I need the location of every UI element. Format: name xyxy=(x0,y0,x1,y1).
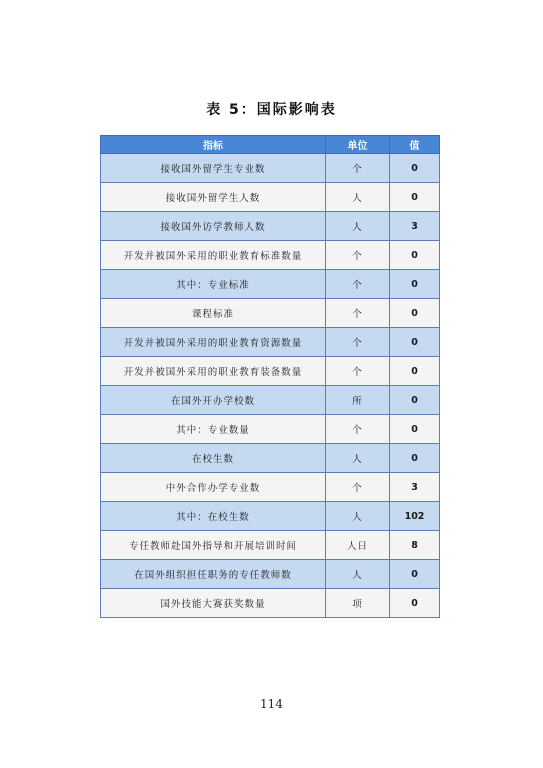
unit-cell: 人 xyxy=(326,212,390,241)
unit-cell: 个 xyxy=(326,357,390,386)
value-cell: 0 xyxy=(390,299,440,328)
value-cell: 0 xyxy=(390,328,440,357)
indicator-cell: 其中：在校生数 xyxy=(101,502,326,531)
unit-cell: 个 xyxy=(326,270,390,299)
indicator-cell: 中外合作办学专业数 xyxy=(101,473,326,502)
table-title: 表 5：国际影响表 xyxy=(206,102,337,118)
indicator-cell: 其中：专业标准 xyxy=(101,270,326,299)
indicator-cell: 其中：专业数量 xyxy=(101,415,326,444)
indicator-cell: 在校生数 xyxy=(101,444,326,473)
table-row xyxy=(101,415,440,444)
table-row xyxy=(101,502,440,531)
indicator-cell: 专任教师赴国外指导和开展培训时间 xyxy=(101,531,326,560)
table-row xyxy=(101,183,440,212)
unit-cell: 人 xyxy=(326,444,390,473)
value-cell: 0 xyxy=(390,415,440,444)
indicator-cell: 开发并被国外采用的职业教育装备数量 xyxy=(101,357,326,386)
unit-cell: 个 xyxy=(326,299,390,328)
table-row xyxy=(101,241,440,270)
table-row xyxy=(101,589,440,618)
unit-cell: 人 xyxy=(326,183,390,212)
table-row xyxy=(101,473,440,502)
indicator-cell: 接收国外留学生人数 xyxy=(101,183,326,212)
indicator-cell: 在国外开办学校数 xyxy=(101,386,326,415)
header-value: 值 xyxy=(390,136,440,154)
value-cell: 0 xyxy=(390,444,440,473)
unit-cell: 所 xyxy=(326,386,390,415)
value-cell: 8 xyxy=(390,531,440,560)
unit-cell: 人 xyxy=(326,502,390,531)
table-header-row xyxy=(101,136,440,154)
header-indicator: 指标 xyxy=(101,136,326,154)
unit-cell: 个 xyxy=(326,473,390,502)
table-row xyxy=(101,357,440,386)
table-row xyxy=(101,154,440,183)
table-row xyxy=(101,444,440,473)
table-row xyxy=(101,328,440,357)
table-body xyxy=(101,154,440,618)
indicator-cell: 国外技能大赛获奖数量 xyxy=(101,589,326,618)
table-row xyxy=(101,299,440,328)
indicator-cell: 课程标准 xyxy=(101,299,326,328)
value-cell: 102 xyxy=(390,502,440,531)
page-number: 114 xyxy=(260,697,283,711)
table-row xyxy=(101,270,440,299)
unit-cell: 个 xyxy=(326,241,390,270)
unit-cell: 人 xyxy=(326,560,390,589)
unit-cell: 人日 xyxy=(326,531,390,560)
value-cell: 0 xyxy=(390,357,440,386)
table-row xyxy=(101,386,440,415)
table-row xyxy=(101,531,440,560)
table-row xyxy=(101,212,440,241)
value-cell: 3 xyxy=(390,212,440,241)
unit-cell: 个 xyxy=(326,328,390,357)
unit-cell: 个 xyxy=(326,415,390,444)
indicator-cell: 开发并被国外采用的职业教育资源数量 xyxy=(101,328,326,357)
value-cell: 0 xyxy=(390,154,440,183)
unit-cell: 项 xyxy=(326,589,390,618)
unit-cell: 个 xyxy=(326,154,390,183)
indicator-cell: 接收国外留学生专业数 xyxy=(101,154,326,183)
value-cell: 0 xyxy=(390,241,440,270)
header-unit: 单位 xyxy=(326,136,390,154)
indicator-cell: 开发并被国外采用的职业教育标准数量 xyxy=(101,241,326,270)
value-cell: 0 xyxy=(390,560,440,589)
table-row xyxy=(101,560,440,589)
indicator-cell: 接收国外访学教师人数 xyxy=(101,212,326,241)
value-cell: 0 xyxy=(390,589,440,618)
value-cell: 3 xyxy=(390,473,440,502)
value-cell: 0 xyxy=(390,270,440,299)
indicator-cell: 在国外组织担任职务的专任教师数 xyxy=(101,560,326,589)
international-impact-table xyxy=(100,135,440,618)
value-cell: 0 xyxy=(390,183,440,212)
value-cell: 0 xyxy=(390,386,440,415)
